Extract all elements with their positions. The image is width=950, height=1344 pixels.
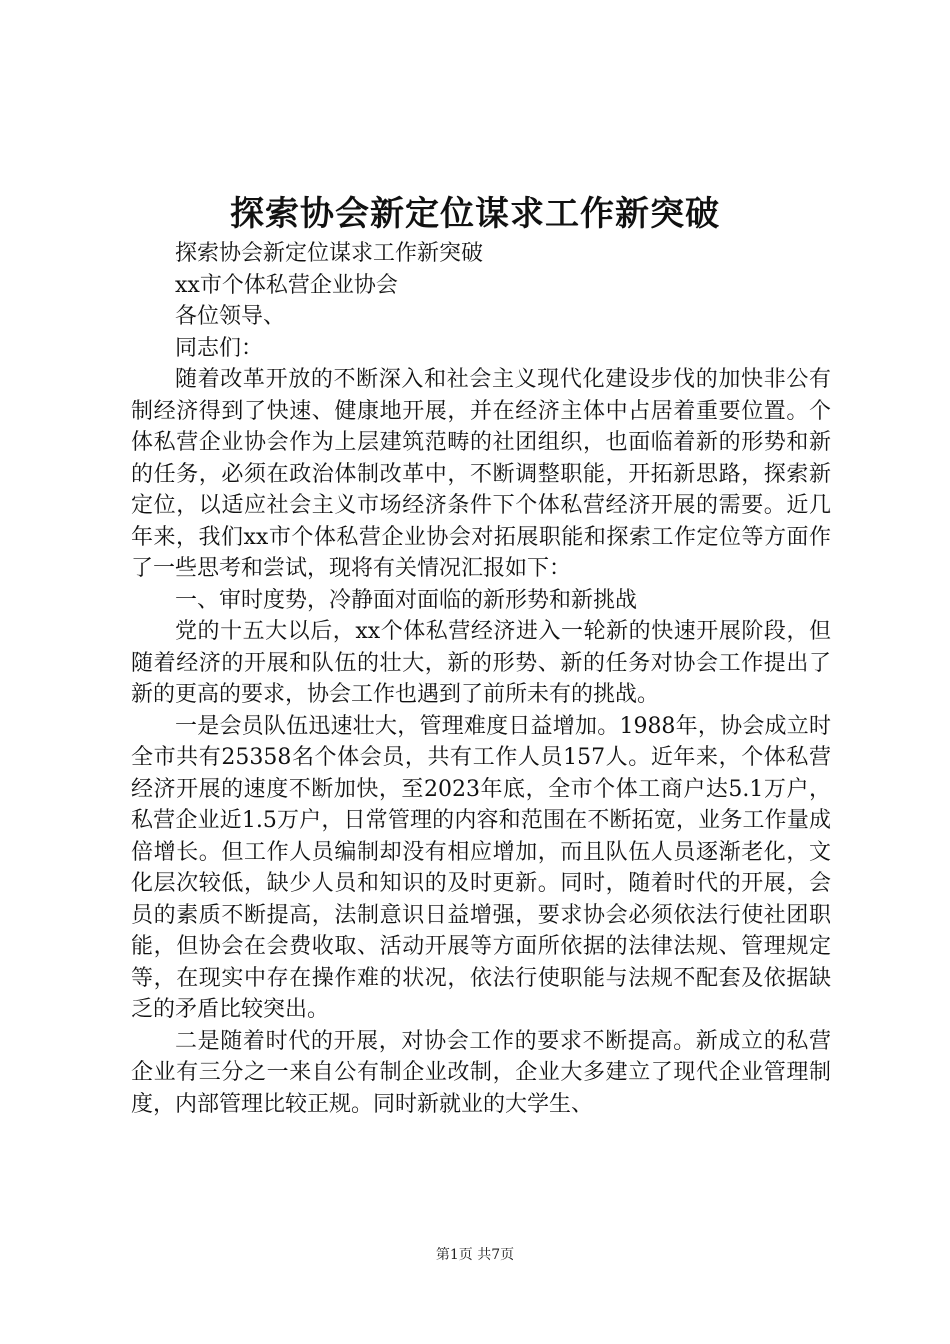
body-paragraph: 二是随着时代的开展，对协会工作的要求不断提高。新成立的私营企业有三分之一来自公有制企业改制，企业大多建立了现代企业管理制度，内部管理比较正规。同时新就业的大学生、	[131, 1028, 831, 1117]
salutation-paragraph: 各位领导、	[175, 304, 286, 329]
subtitle-paragraph: 探索协会新定位谋求工作新突破	[175, 241, 484, 266]
organization-paragraph: xx市个体私营企业协会	[175, 272, 398, 298]
body-paragraph: 一是会员队伍迅速壮大，管理难度日益增加。1988年，协会成立时全市共有25358名个体会员，共有工作人员157人。近年来，个体私营经济开展的速度不断加快，至2023年底，全市个体工商户达5.1万户，私营企业近1.5万户，日常管理的内容和范围在不断拓宽，业务工作量成倍增长。但工作人员编制却没有相应增加，而且队伍人员逐渐老化，文化层次较低，缺少人员和知识的及时更新。同时，随着时代的开展，会员的素质不断提高，法制意识日益增强，要求协会必须依法行使社团职能，但协会在会费收取、活动开展等方面所依据的法律法规、管理规定等，在现实中存在操作难的状况，依法行使职能与法规不配套及依据缺乏的矛盾比较突出。	[131, 713, 831, 1022]
document-body	[131, 238, 831, 1120]
document-title: 探索协会新定位谋求工作新突破	[230, 194, 720, 234]
section-heading: 一、审时度势，冷静面对面临的新形势和新挑战	[175, 587, 638, 613]
body-paragraph: 随着改革开放的不断深入和社会主义现代化建设步伐的加快非公有制经济得到了快速、健康地开展，并在经济主体中占居着重要位置。个体私营企业协会作为上层建筑范畴的社团组织，也面临着新的形势和新的任务，必须在政治体制改革中，不断调整职能，开拓新思路，探索新定位，以适应社会主义市场经济条件下个体私营经济开展的需要。近几年来，我们xx市个体私营企业协会对拓展职能和探索工作定位等方面作了一些思考和尝试，现将有关情况汇报如下：	[131, 367, 831, 581]
body-paragraph: 党的十五大以后，xx个体私营经济进入一轮新的快速开展阶段，但随着经济的开展和队伍的壮大，新的形势、新的任务对协会工作提出了新的更高的要求，协会工作也遇到了前所未有的挑战。	[131, 619, 831, 707]
salutation-paragraph: 同志们：	[175, 335, 264, 361]
page-number-footer: 第1页 共7页	[435, 1247, 515, 1263]
